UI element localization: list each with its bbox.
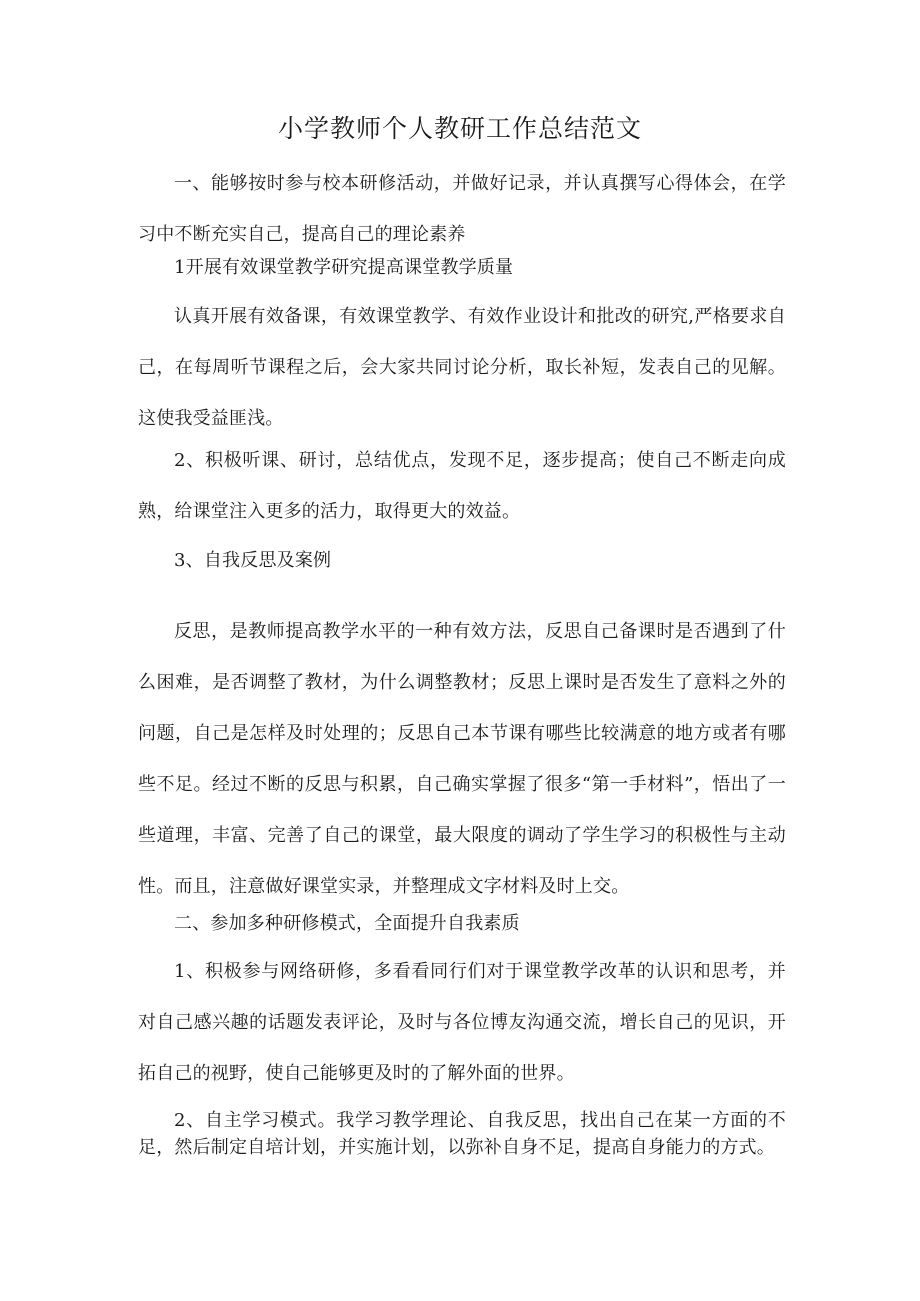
paragraph-heading-1: 1开展有效课堂教学研究提高课堂教学质量	[174, 257, 514, 278]
paragraph-online-study: 1、积极参与网络研修，多看看同行们对于课堂教学改革的认识和思考，并对自己感兴趣的话题发表评论，及时与各位博友沟通交流，增长自己的见识，开拓自己的视野，使自己能够更及时的了解外面的世界。	[138, 961, 786, 1084]
paragraph-item-3: 3、自我反思及案例	[174, 550, 332, 571]
paragraph-section-one: 一、能够按时参与校本研修活动，并做好记录，并认真撰写心得体会，在学习中不断充实自己，提高自己的理论素养	[138, 173, 786, 245]
paragraph-item-2: 2、积极听课、研讨，总结优点，发现不足，逐步提高；使自己不断走向成熟，给课堂注入更多的活力，取得更大的效益。	[138, 450, 786, 522]
paragraph-effective-lessons: 认真开展有效备课，有效课堂教学、有效作业设计和批改的研究,严格要求自己，在每周听节课程之后，会大家共同讨论分析，取长补短，发表自己的见解。这使我受益匪浅。	[138, 306, 786, 429]
paragraph-section-two: 二、参加多种研修模式，全面提升自我素质	[174, 913, 520, 934]
paragraph-reflection: 反思，是教师提高教学水平的一种有效方法，反思自己备课时是否遇到了什么困难，是否调整了教材，为什么调整教材；反思上课时是否发生了意料之外的问题，自己是怎样及时处理的；反思自己本节课有哪些比较满意的地方或者有哪些不足。经过不断的反思与积累，自己确实掌握了很多“第一手材料”，悟出了一些道理，丰富、完善了自己的课堂，最大限度的调动了学生学习的积极性与主动性。而且，注意做好课堂实录，并整理成文字材料及时上交。	[138, 621, 786, 897]
paragraph-self-study: 2、自主学习模式。我学习教学理论、自我反思，找出自己在某一方面的不足，然后制定自培计划，并实施计划，以弥补自身不足，提高自身能力的方式。	[138, 1110, 786, 1158]
document-title: 小学教师个人教研工作总结范文	[277, 114, 642, 143]
